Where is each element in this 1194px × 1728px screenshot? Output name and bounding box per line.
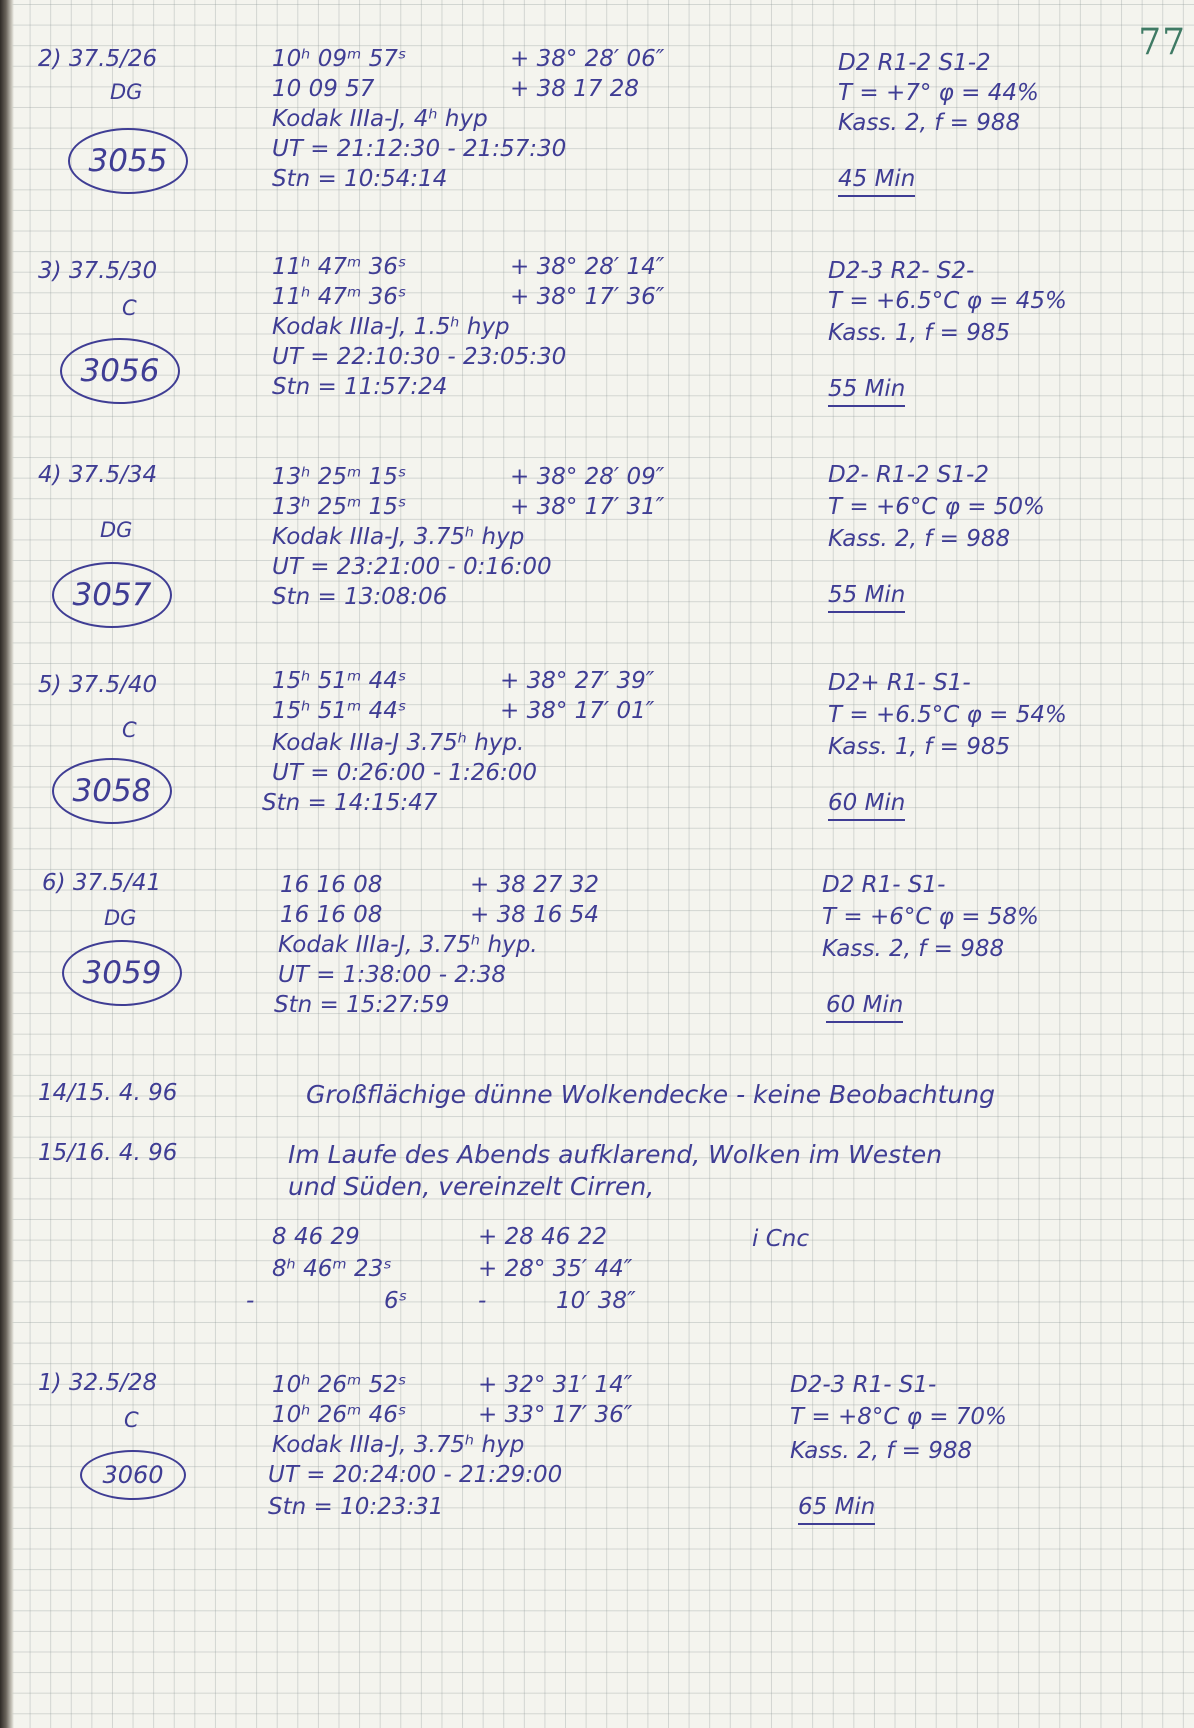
declination: + 32° 31′ 14″ [478, 1372, 633, 1398]
exposure-duration: 60 Min [828, 790, 905, 821]
right-ascension: 16 16 08 [280, 872, 383, 898]
note-text: Großflächige dünne Wolkendecke - keine Beobachtung [306, 1080, 996, 1109]
exposure-duration: 60 Min [826, 992, 903, 1023]
note-text-continued: und Süden, vereinzelt Cirren, [288, 1172, 655, 1201]
entry-index: 1) 32.5/28 [38, 1370, 158, 1396]
observer-initials: DG [104, 906, 137, 930]
declination: + 38 27 32 [470, 872, 600, 898]
declination-2: + 38 17 28 [510, 76, 640, 102]
sidereal-time: Stn = 11:57:24 [272, 374, 448, 400]
plate-number: 3056 [60, 338, 180, 404]
emulsion: Kodak IIIa-J, 3.75ʰ hyp. [278, 932, 538, 958]
exposure-duration: 55 Min [828, 376, 905, 407]
ut-range: UT = 22:10:30 - 23:05:30 [272, 344, 567, 370]
seeing-conditions: D2-3 R2- S2- [828, 258, 975, 284]
temperature-humidity: T = +6.5°C φ = 45% [828, 288, 1067, 314]
ut-range: UT = 23:21:00 - 0:16:00 [272, 554, 552, 580]
temperature-humidity: T = +6°C φ = 58% [822, 904, 1039, 930]
declination: + 38° 28′ 14″ [510, 254, 665, 280]
seeing-conditions: D2+ R1- S1- [828, 670, 971, 696]
temperature-humidity: T = +6.5°C φ = 54% [828, 702, 1067, 728]
emulsion: Kodak IIIa-J, 4ʰ hyp [272, 106, 488, 132]
seeing-conditions: D2- R1-2 S1-2 [828, 462, 989, 488]
emulsion: Kodak IIIa-J, 1.5ʰ hyp [272, 314, 510, 340]
calc-ra-diff: 6ˢ [384, 1288, 408, 1314]
declination-2: + 33° 17′ 36″ [478, 1402, 633, 1428]
ut-range: UT = 1:38:00 - 2:38 [278, 962, 507, 988]
cassette-pressure: Kass. 1, f = 985 [828, 734, 1011, 760]
exposure-duration: 65 Min [798, 1494, 875, 1525]
sidereal-time: Stn = 10:54:14 [272, 166, 448, 192]
entry-index: 2) 37.5/26 [38, 46, 158, 72]
ut-range: UT = 0:26:00 - 1:26:00 [272, 760, 538, 786]
right-ascension-2: 16 16 08 [280, 902, 383, 928]
plate-number: 3055 [68, 128, 188, 194]
exposure-duration: 55 Min [828, 582, 905, 613]
declination-2: + 38 16 54 [470, 902, 600, 928]
emulsion: Kodak IIIa-J 3.75ʰ hyp. [272, 730, 525, 756]
right-ascension-2: 15ʰ 51ᵐ 44ˢ [272, 698, 407, 724]
entry-index: 5) 37.5/40 [38, 672, 158, 698]
exposure-duration: 45 Min [838, 166, 915, 197]
sidereal-time: Stn = 15:27:59 [274, 992, 450, 1018]
emulsion: Kodak IIIa-J, 3.75ʰ hyp [272, 524, 525, 550]
calc-ra-2: 8ʰ 46ᵐ 23ˢ [272, 1256, 392, 1282]
binding-spine [0, 0, 14, 1728]
sidereal-time: Stn = 10:23:31 [268, 1494, 444, 1520]
seeing-conditions: D2 R1- S1- [822, 872, 946, 898]
declination-2: + 38° 17′ 01″ [500, 698, 655, 724]
emulsion: Kodak IIIa-J, 3.75ʰ hyp [272, 1432, 525, 1458]
entry-index: 3) 37.5/30 [38, 258, 158, 284]
cassette-pressure: Kass. 2, f = 988 [790, 1438, 973, 1464]
cassette-pressure: Kass. 2, f = 988 [828, 526, 1011, 552]
right-ascension-2: 11ʰ 47ᵐ 36ˢ [272, 284, 407, 310]
temperature-humidity: T = +7° φ = 44% [838, 80, 1039, 106]
calc-minus-sign: - [246, 1288, 255, 1314]
plate-number: 3059 [62, 940, 182, 1006]
calc-dec: + 28 46 22 [478, 1224, 608, 1250]
plate-number: 3060 [80, 1450, 186, 1500]
entry-index: 6) 37.5/41 [42, 870, 162, 896]
calc-dec-diff: 10′ 38″ [556, 1288, 636, 1314]
ut-range: UT = 20:24:00 - 21:29:00 [268, 1462, 563, 1488]
sidereal-time: Stn = 14:15:47 [262, 790, 438, 816]
declination-2: + 38° 17′ 31″ [510, 494, 665, 520]
observer-initials: C [124, 1408, 139, 1432]
temperature-humidity: T = +8°C φ = 70% [790, 1404, 1007, 1430]
right-ascension: 10ʰ 26ᵐ 52ˢ [272, 1372, 407, 1398]
cassette-pressure: Kass. 2, f = 988 [822, 936, 1005, 962]
declination: + 38° 28′ 06″ [510, 46, 665, 72]
right-ascension: 13ʰ 25ᵐ 15ˢ [272, 464, 407, 490]
entry-index: 4) 37.5/34 [38, 462, 158, 488]
calc-ra: 8 46 29 [272, 1224, 360, 1250]
observer-initials: C [122, 296, 137, 320]
sidereal-time: Stn = 13:08:06 [272, 584, 448, 610]
cassette-pressure: Kass. 2, f = 988 [838, 110, 1021, 136]
calc-dec-2: + 28° 35′ 44″ [478, 1256, 633, 1282]
right-ascension-2: 10ʰ 26ᵐ 46ˢ [272, 1402, 407, 1428]
page-number: 77 [1138, 22, 1186, 63]
note-date: 15/16. 4. 96 [38, 1140, 178, 1166]
right-ascension: 15ʰ 51ᵐ 44ˢ [272, 668, 407, 694]
temperature-humidity: T = +6°C φ = 50% [828, 494, 1045, 520]
note-date: 14/15. 4. 96 [38, 1080, 178, 1106]
declination-2: + 38° 17′ 36″ [510, 284, 665, 310]
observer-initials: DG [100, 518, 133, 542]
right-ascension-2: 10 09 57 [272, 76, 375, 102]
right-ascension-2: 13ʰ 25ᵐ 15ˢ [272, 494, 407, 520]
seeing-conditions: D2 R1-2 S1-2 [838, 50, 991, 76]
declination: + 38° 28′ 09″ [510, 464, 665, 490]
calc-star-name: i Cnc [752, 1226, 809, 1252]
calc-minus-sign-2: - [478, 1288, 487, 1314]
declination: + 38° 27′ 39″ [500, 668, 655, 694]
seeing-conditions: D2-3 R1- S1- [790, 1372, 937, 1398]
right-ascension: 11ʰ 47ᵐ 36ˢ [272, 254, 407, 280]
plate-number: 3057 [52, 562, 172, 628]
ut-range: UT = 21:12:30 - 21:57:30 [272, 136, 567, 162]
observer-initials: C [122, 718, 137, 742]
right-ascension: 10ʰ 09ᵐ 57ˢ [272, 46, 407, 72]
observer-initials: DG [110, 80, 143, 104]
note-text: Im Laufe des Abends aufklarend, Wolken im Westen [288, 1140, 943, 1169]
plate-number: 3058 [52, 758, 172, 824]
cassette-pressure: Kass. 1, f = 985 [828, 320, 1011, 346]
